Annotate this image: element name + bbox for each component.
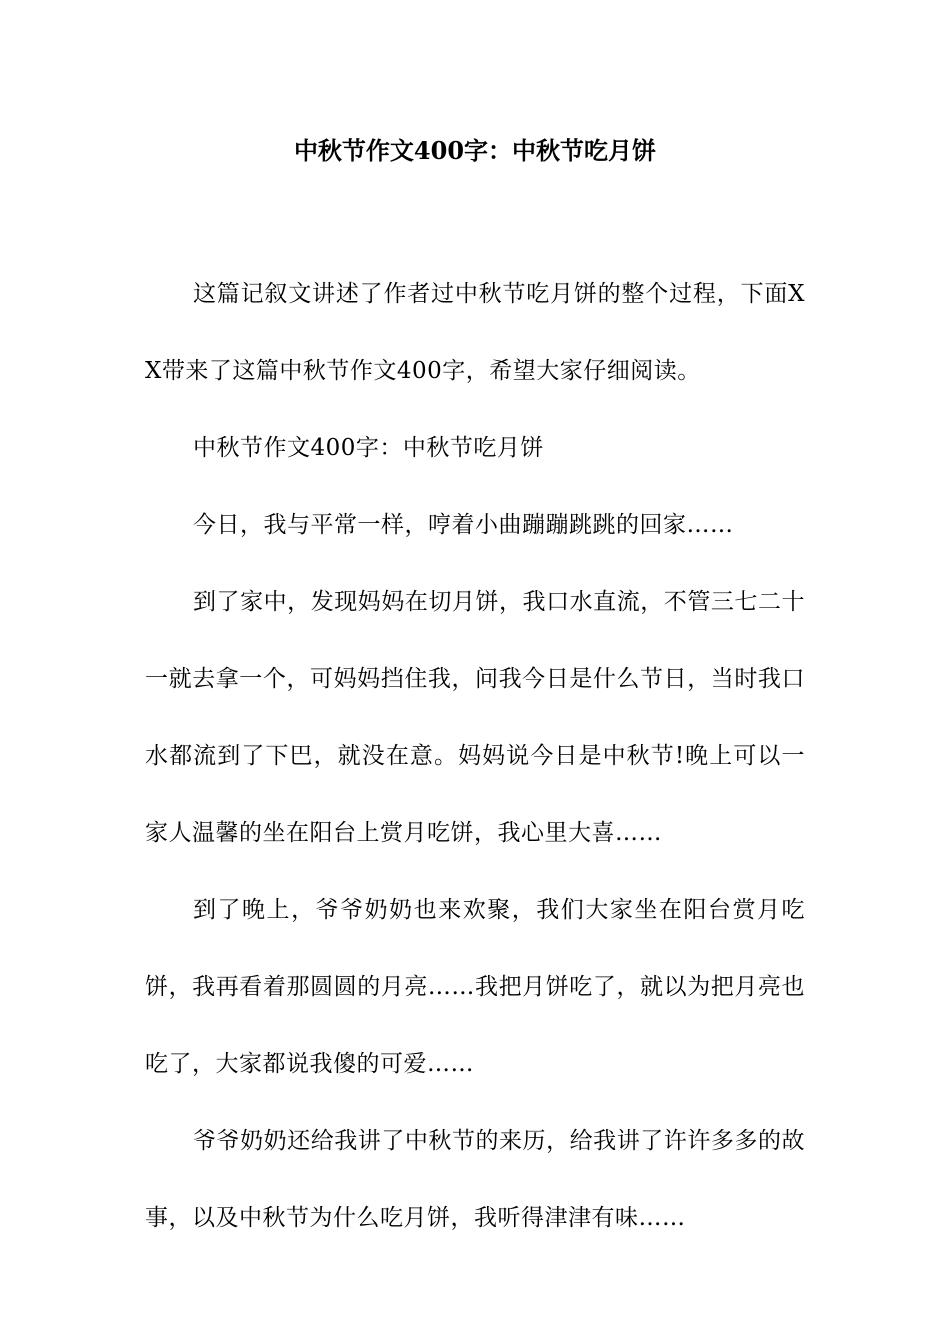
paragraph: 到了家中，发现妈妈在切月饼，我口水直流，不管三七二十一就去拿一个，可妈妈挡住我，问我今日是什么节日，当时我口水都流到了下巴，就没在意。妈妈说今日是中秋节!晚上可以一家人温馨的坐在阳台上赏月吃饼，我心里大喜…… xyxy=(145,589,805,846)
document-body xyxy=(145,256,805,1257)
paragraph: 今日，我与平常一样，哼着小曲蹦蹦跳跳的回家…… xyxy=(193,512,734,538)
paragraph: 爷爷奶奶还给我讲了中秋节的来历，给我讲了许许多多的故事，以及中秋节为什么吃月饼，我听得津津有味…… xyxy=(145,1128,805,1231)
document-title: 中秋节作文400字：中秋节吃月饼 xyxy=(293,136,657,165)
paragraph: 到了晚上，爷爷奶奶也来欢聚，我们大家坐在阳台赏月吃饼，我再看着那圆圆的月亮……我把月饼吃了，就以为把月亮也吃了，大家都说我傻的可爱…… xyxy=(145,897,805,1077)
paragraph-intro: 这篇记叙文讲述了作者过中秋节吃月饼的整个过程，下面XX带来了这篇中秋节作文400字，希望大家仔细阅读。 xyxy=(145,281,805,384)
paragraph-subtitle: 中秋节作文400字：中秋节吃月饼 xyxy=(193,435,544,461)
